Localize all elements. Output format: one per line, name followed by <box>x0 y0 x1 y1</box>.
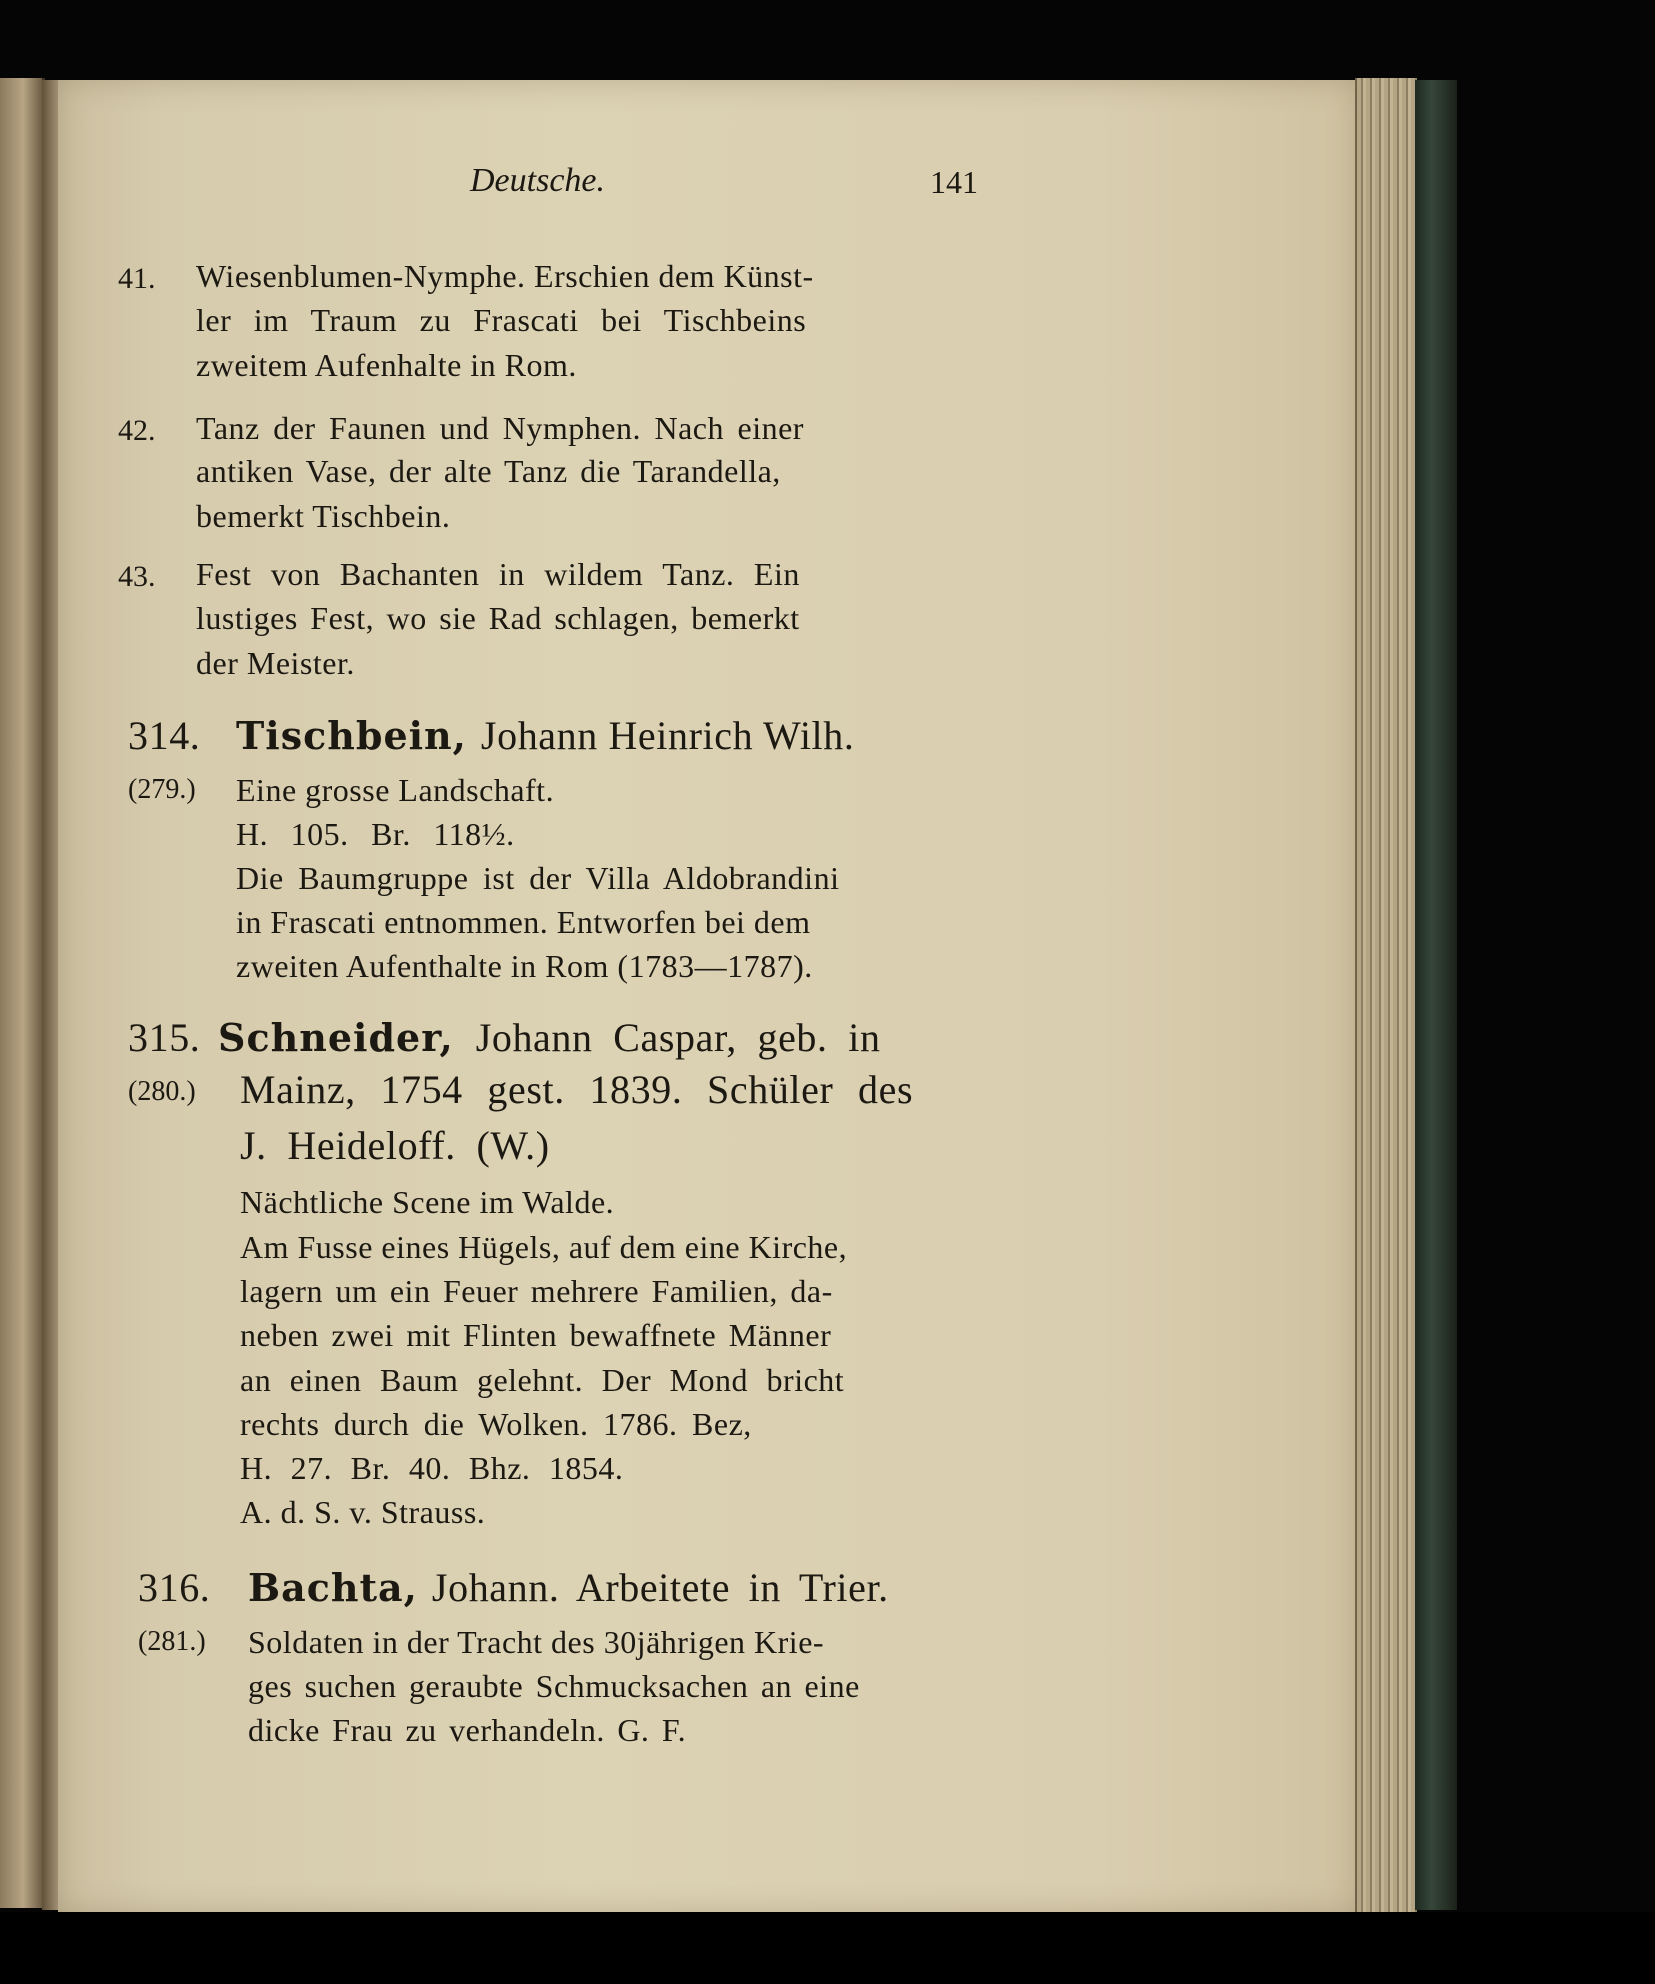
page-number: 141 <box>930 164 978 200</box>
entry-line: in Frascati entnommen. Entworfen bei dem <box>236 904 811 940</box>
entry-number: 314. <box>128 713 201 758</box>
entry-line: Eine grosse Landschaft. <box>236 772 555 808</box>
entry-line: dicke Frau zu verhandeln. G. F. <box>248 1712 687 1748</box>
entry-line: Am Fusse eines Hügels, auf dem eine Kirche, <box>240 1229 848 1265</box>
entry-line: ges suchen geraubte Schmucksachen an eine <box>248 1668 860 1704</box>
item-number: 41. <box>118 262 156 295</box>
item-line: bemerkt Tischbein. <box>196 498 451 534</box>
entry-heading <box>248 1564 889 1611</box>
bottom-background <box>0 1912 1655 1984</box>
item-line: ler im Traum zu Frascati bei Tischbeins <box>196 302 807 338</box>
item-number: 42. <box>118 414 156 447</box>
item-line: lustiges Fest, wo sie Rad schlagen, bemerkt <box>196 600 800 636</box>
running-header-title: Deutsche. <box>470 162 606 199</box>
page-stack-edges <box>1355 78 1417 1913</box>
book-cover-edge <box>1415 80 1457 1910</box>
item-line: Fest von Bachanten in wildem Tanz. Ein <box>196 556 800 592</box>
artist-name: Bachta, <box>248 1565 418 1610</box>
artist-details: J. Heideloff. (W.) <box>240 1123 550 1168</box>
old-catalog-number: (280.) <box>128 1076 196 1107</box>
old-catalog-number: (279.) <box>128 774 196 805</box>
entry-line: neben zwei mit Flinten bewaffnete Männer <box>240 1317 832 1353</box>
item-number: 43. <box>118 560 156 593</box>
item-line: Tanz der Faunen und Nymphen. Nach einer <box>196 410 804 446</box>
item-line: der Meister. <box>196 645 355 681</box>
entry-line: an einen Baum gelehnt. Der Mond bricht <box>240 1362 845 1398</box>
artist-details: Mainz, 1754 gest. 1839. Schüler des <box>240 1067 914 1112</box>
artist-details: Johann. Arbeitete in Trier. <box>431 1565 889 1610</box>
entry-number: 316. <box>138 1565 211 1610</box>
old-catalog-number: (281.) <box>138 1626 206 1657</box>
artist-name: Tischbein, <box>236 713 467 758</box>
artist-details: Johann Heinrich Wilh. <box>480 713 855 758</box>
artist-name: Schneider, <box>218 1015 454 1060</box>
entry-line: Die Baumgruppe ist der Villa Aldobrandini <box>236 860 840 896</box>
entry-line: zweiten Aufenthalte in Rom (1783—1787). <box>236 948 813 984</box>
left-page-edge <box>0 78 45 1908</box>
entry-line: H. 105. Br. 118½. <box>236 816 515 852</box>
entry-number: 315. <box>128 1015 201 1060</box>
item-line: Wiesenblumen-Nymphe. Erschien dem Künst- <box>196 258 814 294</box>
entry-heading <box>236 712 854 759</box>
entry-heading <box>218 1014 881 1061</box>
artist-details: Johann Caspar, geb. in <box>475 1015 881 1060</box>
item-line: antiken Vase, der alte Tanz die Tarandella, <box>196 453 781 489</box>
entry-line: rechts durch die Wolken. 1786. Bez, <box>240 1406 752 1442</box>
entry-line: lagern um ein Feuer mehrere Familien, da- <box>240 1273 833 1309</box>
entry-line: Nächtliche Scene im Walde. <box>240 1184 615 1220</box>
entry-line: A. d. S. v. Strauss. <box>240 1494 486 1530</box>
entry-line: H. 27. Br. 40. Bhz. 1854. <box>240 1450 624 1486</box>
item-line: zweitem Aufenhalte in Rom. <box>196 347 577 383</box>
entry-line: Soldaten in der Tracht des 30jährigen Krie- <box>248 1624 825 1660</box>
